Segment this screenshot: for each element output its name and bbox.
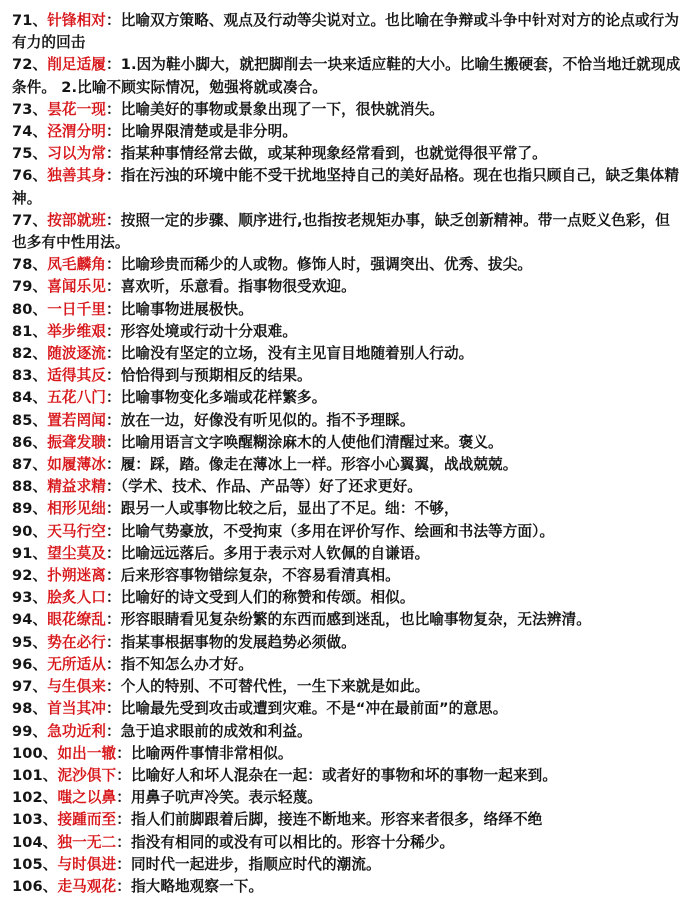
term-separator: ： — [105, 544, 121, 562]
idiom-definition: 指不知怎么办才好。 — [120, 655, 253, 673]
term-separator: ： — [105, 100, 121, 118]
term-separator: ： — [105, 145, 121, 163]
idiom-entry — [12, 565, 682, 587]
idiom-entry — [12, 543, 682, 565]
idiom-entry — [12, 10, 682, 54]
term-separator: ： — [105, 123, 121, 141]
entry-number: 98、 — [12, 700, 48, 718]
entry-number: 95、 — [12, 633, 48, 651]
term-separator: ： — [105, 478, 121, 496]
idiom-term: 独一无二 — [57, 833, 117, 851]
idiom-definition: 放在一边，好像没有听见似的。指不予理睬。 — [120, 411, 415, 429]
idiom-definition: 比喻两件事情非常相似。 — [130, 744, 293, 762]
idiom-term: 脍炙人口 — [47, 589, 106, 607]
idiom-definition: 比喻美好的事物或景象出现了一下，很快就消失。 — [120, 100, 444, 118]
entry-number: 94、 — [12, 611, 48, 629]
entry-number: 105、 — [12, 855, 58, 873]
idiom-entry — [12, 832, 682, 854]
idiom-term: 与时俱进 — [57, 855, 117, 873]
idiom-definition: 形容处境或行动十分艰难。 — [120, 322, 298, 340]
term-separator: ： — [105, 722, 121, 740]
idiom-term: 随波逐流 — [47, 345, 106, 363]
idiom-entry — [12, 432, 682, 454]
idiom-entry — [12, 787, 682, 809]
idiom-definition: 指某事根据事物的发展趋势必须做。 — [120, 633, 356, 651]
idiom-entry — [12, 343, 682, 365]
idiom-entry — [12, 854, 682, 876]
term-separator: ： — [116, 789, 131, 807]
entry-number: 83、 — [12, 367, 48, 385]
idiom-definition: 比喻好的诗文受到人们的称赞和传颂。相似。 — [120, 589, 415, 607]
idiom-definition: 指大略地观察一下。 — [130, 877, 264, 895]
idiom-entry — [12, 721, 682, 743]
term-separator: ： — [105, 167, 121, 185]
idiom-definition: 比喻事物进展极快。 — [120, 300, 253, 318]
idiom-list — [12, 10, 682, 898]
idiom-entry — [12, 321, 682, 343]
entry-number: 88、 — [12, 478, 48, 496]
idiom-entry — [12, 276, 682, 298]
idiom-term: 喜闻乐见 — [47, 278, 106, 296]
idiom-entry — [12, 876, 682, 898]
term-separator: ： — [105, 611, 121, 629]
term-separator: ： — [105, 389, 121, 407]
idiom-definition: 指人们前脚跟着后脚，接连不断地来。形容来者很多，络绎不绝 — [130, 811, 543, 829]
idiom-definition: 喜欢听，乐意看。指事物很受欢迎。 — [120, 278, 356, 296]
idiom-term: 势在必行 — [47, 633, 106, 651]
idiom-term: 泥沙俱下 — [57, 766, 117, 784]
idiom-term: 接踵而至 — [57, 811, 117, 829]
entry-number: 78、 — [12, 256, 48, 274]
idiom-definition: 履：踩，踏。像走在薄冰上一样。形容小心翼翼，战战兢兢。 — [120, 456, 518, 474]
idiom-entry — [12, 498, 682, 520]
idiom-term: 一日千里 — [47, 300, 106, 318]
term-separator: ： — [105, 522, 121, 540]
idiom-entry — [12, 632, 682, 654]
idiom-entry — [12, 743, 682, 765]
idiom-definition: 1.因为鞋小脚大，就把脚削去一块来适应鞋的大小。比喻生搬硬套，不恰当地迁就现成条件。 2.比喻不顾实际情况，勉强将就或凑合。 — [12, 56, 681, 96]
idiom-entry — [12, 121, 682, 143]
idiom-definition: 比喻双方策略、观点及行动等尖说对立。也比喻在争辩或斗争中针对对方的论点或行为有力的回击 — [12, 12, 680, 52]
idiom-definition: 比喻好人和坏人混杂在一起：或者好的事物和坏的事物一起来到。 — [130, 766, 558, 784]
term-separator: ： — [105, 211, 121, 229]
term-separator: ： — [116, 744, 131, 762]
entry-number: 77、 — [12, 211, 48, 229]
idiom-definition: 比喻珍贵而稀少的人或物。修饰人时，强调突出、优秀、拔尖。 — [120, 256, 533, 274]
term-separator: ： — [116, 833, 131, 851]
idiom-term: 削足适履 — [47, 56, 106, 74]
entry-number: 97、 — [12, 678, 48, 696]
entry-number: 100、 — [12, 744, 58, 762]
idiom-entry — [12, 698, 682, 720]
entry-number: 73、 — [12, 100, 48, 118]
idiom-definition: 比喻远远落后。多用于表示对人钦佩的自谦语。 — [120, 544, 430, 562]
idiom-term: 针锋相对 — [47, 12, 106, 29]
entry-number: 96、 — [12, 655, 48, 673]
idiom-entry — [12, 654, 682, 676]
term-separator: ： — [105, 300, 121, 318]
idiom-definition: 比喻气势豪放，不受拘束（多用在评价写作、绘画和书法等方面）。 — [120, 522, 555, 540]
idiom-entry — [12, 387, 682, 409]
idiom-definition: 用鼻子吭声冷笑。表示轻蔑。 — [130, 789, 322, 807]
entry-number: 82、 — [12, 345, 48, 363]
term-separator: ： — [105, 345, 121, 363]
idiom-term: 首当其冲 — [47, 700, 106, 718]
idiom-term: 精益求精 — [47, 478, 106, 496]
idiom-entry — [12, 676, 682, 698]
idiom-term: 泾渭分明 — [47, 123, 106, 141]
idiom-term: 嗤之以鼻 — [57, 789, 117, 807]
entry-number: 81、 — [12, 322, 48, 340]
idiom-term: 眼花缭乱 — [47, 611, 106, 629]
idiom-definition: 恰恰得到与预期相反的结果。 — [120, 367, 312, 385]
idiom-term: 凤毛麟角 — [47, 256, 106, 274]
term-separator: ： — [116, 811, 131, 829]
entry-number: 103、 — [12, 811, 58, 829]
idiom-entry — [12, 365, 682, 387]
entry-number: 102、 — [12, 789, 58, 807]
idiom-entry — [12, 99, 682, 121]
idiom-entry — [12, 299, 682, 321]
term-separator: ： — [105, 12, 121, 29]
idiom-definition: 跟另一人或事物比较之后，显出了不足。绌：不够， — [120, 500, 459, 518]
idiom-definition: 急于追求眼前的成效和利益。 — [120, 722, 312, 740]
idiom-entry — [12, 454, 682, 476]
entry-number: 84、 — [12, 389, 48, 407]
term-separator: ： — [116, 855, 131, 873]
idiom-entry — [12, 765, 682, 787]
idiom-definition: 同时代一起进步，指顺应时代的潮流。 — [130, 855, 381, 873]
idiom-term: 五花八门 — [47, 389, 106, 407]
idiom-definition: 形容眼睛看见复杂纷繁的东西而感到迷乱，也比喻事物复杂，无法辨清。 — [120, 611, 591, 629]
idiom-definition: 指在污浊的环境中能不受干扰地坚持自己的美好品格。现在也指只顾自己，缺乏集体精神。 — [12, 167, 680, 207]
idiom-definition: 按照一定的步骤、顺序进行,也指按老规矩办事，缺乏创新精神。带一点贬义色彩，但也多有中性用法。 — [12, 211, 671, 252]
idiom-entry — [12, 410, 682, 432]
idiom-entry — [12, 54, 682, 98]
idiom-term: 适得其反 — [47, 367, 106, 385]
idiom-term: 无所适从 — [47, 655, 106, 673]
term-separator: ： — [105, 567, 121, 585]
entry-number: 106、 — [12, 877, 58, 895]
entry-number: 71、 — [12, 12, 48, 29]
entry-number: 85、 — [12, 411, 48, 429]
term-separator: ： — [116, 766, 131, 784]
term-separator: ： — [105, 633, 121, 651]
term-separator: ： — [105, 456, 121, 474]
entry-number: 87、 — [12, 456, 48, 474]
term-separator: ： — [105, 678, 121, 696]
idiom-definition: （学术、技术、作品、产品等）好了还求更好。 — [120, 478, 422, 496]
entry-number: 99、 — [12, 722, 48, 740]
idiom-definition: 比喻没有坚定的立场，没有主见盲目地随着别人行动。 — [120, 345, 474, 363]
idiom-term: 昙花一现 — [47, 100, 106, 118]
idiom-term: 望尘莫及 — [47, 544, 106, 562]
idiom-term: 习以为常 — [47, 145, 106, 163]
idiom-definition: 比喻用语言文字唤醒糊涂麻木的人使他们清醒过来。褒义。 — [120, 433, 503, 451]
idiom-entry — [12, 476, 682, 498]
entry-number: 93、 — [12, 589, 48, 607]
term-separator: ： — [105, 589, 121, 607]
term-separator: ： — [105, 367, 121, 385]
term-separator: ： — [105, 56, 121, 74]
entry-number: 104、 — [12, 833, 58, 851]
term-separator: ： — [105, 433, 121, 451]
term-separator: ： — [105, 411, 121, 429]
entry-number: 92、 — [12, 567, 48, 585]
idiom-term: 天马行空 — [47, 522, 106, 540]
entry-number: 76、 — [12, 167, 48, 185]
idiom-entry — [12, 254, 682, 276]
idiom-term: 振聋发聩 — [47, 433, 106, 451]
term-separator: ： — [105, 700, 121, 718]
entry-number: 74、 — [12, 123, 48, 141]
idiom-entry — [12, 143, 682, 165]
entry-number: 101、 — [12, 766, 58, 784]
idiom-term: 置若罔闻 — [47, 411, 106, 429]
term-separator: ： — [105, 322, 121, 340]
idiom-definition: 比喻事物变化多端或花样繁多。 — [120, 389, 327, 407]
entry-number: 72、 — [12, 56, 48, 74]
entry-number: 80、 — [12, 300, 48, 318]
entry-number: 86、 — [12, 433, 48, 451]
idiom-definition: 比喻界限清楚或是非分明。 — [120, 123, 298, 141]
idiom-term: 相形见绌 — [47, 500, 106, 518]
entry-number: 75、 — [12, 145, 48, 163]
idiom-definition: 指没有相同的或没有可以相比的。形容十分稀少。 — [130, 833, 455, 851]
term-separator: ： — [105, 500, 121, 518]
entry-number: 90、 — [12, 522, 48, 540]
term-separator: ： — [105, 256, 121, 274]
entry-number: 89、 — [12, 500, 48, 518]
idiom-term: 独善其身 — [47, 167, 106, 185]
idiom-definition: 指某种事情经常去做，或某种现象经常看到，也就觉得很平常了。 — [120, 145, 547, 163]
idiom-entry — [12, 609, 682, 631]
idiom-term: 如出一辙 — [57, 744, 117, 762]
idiom-term: 如履薄冰 — [47, 456, 106, 474]
idiom-term: 按部就班 — [47, 211, 106, 229]
idiom-definition: 后来形容事物错综复杂，不容易看清真相。 — [120, 567, 400, 585]
idiom-definition: 个人的特别、不可替代性，一生下来就是如此。 — [120, 678, 430, 696]
idiom-entry — [12, 210, 682, 254]
idiom-entry — [12, 165, 682, 209]
idiom-term: 急功近利 — [47, 722, 106, 740]
entry-number: 91、 — [12, 544, 48, 562]
idiom-term: 扑朔迷离 — [47, 567, 106, 585]
idiom-term: 与生俱来 — [47, 678, 106, 696]
idiom-definition: 比喻最先受到攻击或遭到灾难。不是“冲在最前面”的意思。 — [120, 700, 508, 718]
term-separator: ： — [116, 877, 131, 895]
idiom-term: 举步维艰 — [47, 322, 106, 340]
term-separator: ： — [105, 278, 121, 296]
idiom-entry — [12, 809, 682, 831]
idiom-entry — [12, 521, 682, 543]
entry-number: 79、 — [12, 278, 48, 296]
idiom-entry — [12, 587, 682, 609]
term-separator: ： — [105, 655, 121, 673]
idiom-term: 走马观花 — [57, 877, 117, 895]
